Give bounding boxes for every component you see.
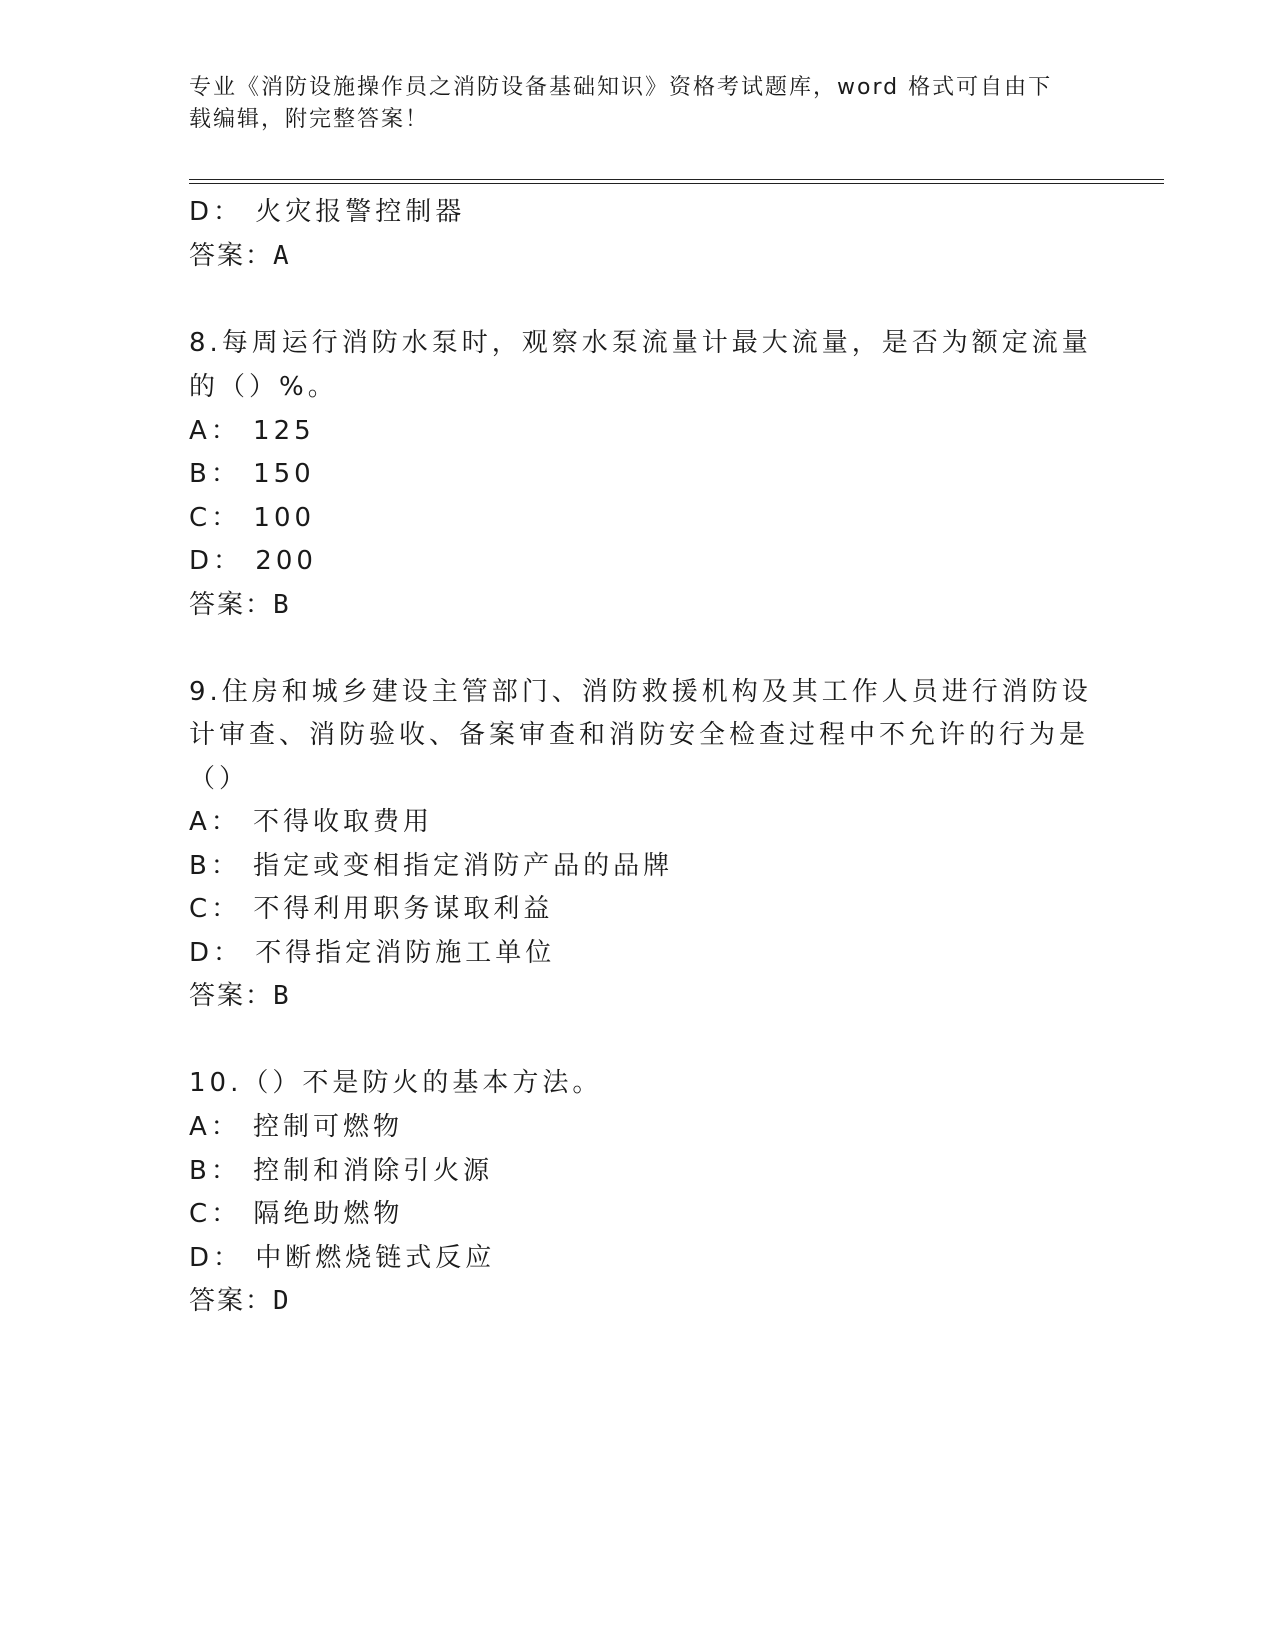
q8-option-d: D： 200 — [189, 546, 317, 576]
q8-text-line-2: 的（）%。 — [189, 372, 338, 402]
header-line-1: 专业《消防设施操作员之消防设备基础知识》资格考试题库，word 格式可自由下 — [189, 75, 1053, 100]
q10-option-d: D： 中断燃烧链式反应 — [189, 1243, 496, 1273]
q8-option-a: A： 125 — [189, 416, 315, 446]
q8-option-c: C： 100 — [189, 503, 316, 533]
q8-option-b: B： 150 — [189, 459, 315, 489]
q9-option-a: A： 不得收取费用 — [189, 807, 434, 837]
q9-option-d: D： 不得指定消防施工单位 — [189, 938, 556, 968]
q10-option-c: C： 隔绝助燃物 — [189, 1199, 404, 1229]
q9-answer: 答案：B — [189, 981, 291, 1011]
q9-option-c: C： 不得利用职务谋取利益 — [189, 894, 554, 924]
q8-answer: 答案：B — [189, 590, 291, 620]
q8-text-line-1: 8.每周运行消防水泵时，观察水泵流量计最大流量，是否为额定流量 — [189, 328, 1092, 358]
header-divider-top — [189, 179, 1164, 180]
header-divider-bottom — [189, 183, 1164, 184]
q10-option-a: A： 控制可燃物 — [189, 1112, 404, 1142]
q9-text-line-1: 9.住房和城乡建设主管部门、消防救援机构及其工作人员进行消防设 — [189, 677, 1092, 707]
q10-option-b: B： 控制和消除引火源 — [189, 1156, 494, 1186]
header-line-2: 载编辑，附完整答案！ — [189, 107, 430, 132]
prev-option-d: D： 火灾报警控制器 — [189, 197, 466, 227]
document-header — [189, 72, 1089, 136]
q9-text-line-3: （） — [189, 764, 250, 794]
q10-text-line-1: 10.（）不是防火的基本方法。 — [189, 1068, 603, 1098]
prev-answer: 答案：A — [189, 241, 291, 271]
q10-answer: 答案：D — [189, 1286, 291, 1316]
q9-text-line-2: 计审查、消防验收、备案审查和消防安全检查过程中不允许的行为是 — [189, 720, 1090, 750]
q9-option-b: B： 指定或变相指定消防产品的品牌 — [189, 851, 674, 881]
